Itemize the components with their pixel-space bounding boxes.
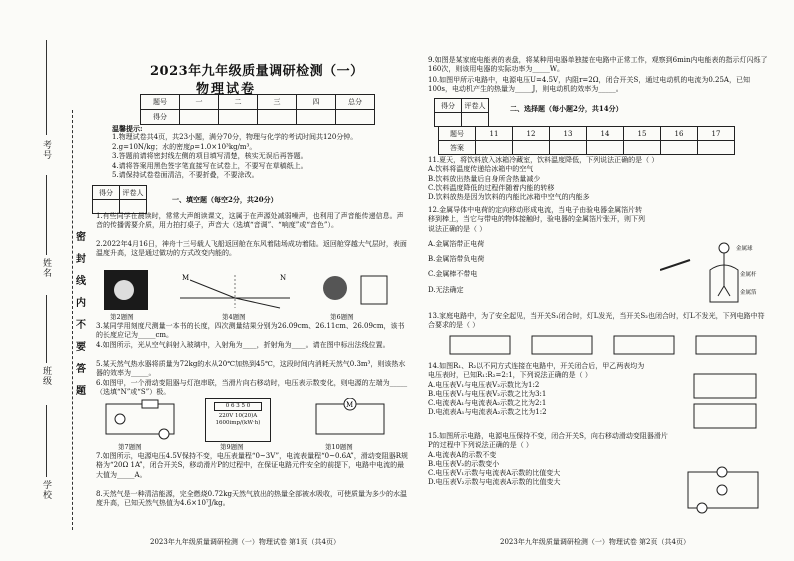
- class-line: [46, 295, 47, 363]
- grader-label: 得分: [435, 99, 462, 113]
- question-9: 9.如图是某家庭电能表的表盘，将某种用电器单独接在电路中正常工作，观察到6min内电能表的指示灯闪烁了160次，则该用电器的实际功率为_____W。: [428, 56, 768, 74]
- school-line: [46, 405, 47, 477]
- figure-2: [104, 270, 148, 310]
- seal-word: 答: [76, 364, 86, 375]
- answer-cell[interactable]: [550, 141, 587, 155]
- score-header-cell: 一: [180, 95, 219, 110]
- score-header-cell: 三: [258, 95, 297, 110]
- label-metal-rod: 金属杆: [740, 272, 757, 278]
- exam-no-line: [46, 40, 47, 135]
- figure-9-meter: [205, 398, 271, 442]
- question-14-stem: 14.如图R₁、R₂以不同方式连接在电路中，开关闭合后，甲乙两表均为电压表时，已知R₁:R₂=2:1，下列说法正确的是（ ）: [428, 362, 645, 380]
- answer-header-cell: 15: [624, 127, 661, 141]
- seal-line: [72, 110, 73, 530]
- score-header-cell: 二: [219, 95, 258, 110]
- answer-header-cell: 12: [513, 127, 550, 141]
- option: C.饮料温度降低的过程伴随着内能的转移: [428, 183, 555, 192]
- figure-6: [315, 270, 395, 310]
- figure-4-caption: 第4题图: [222, 313, 246, 321]
- score-header-cell: 题号: [141, 95, 180, 110]
- seal-word: 内: [76, 298, 86, 309]
- figure-13-circuits: [440, 332, 760, 358]
- option: D.无法确定: [428, 285, 464, 294]
- notes-heading: 温馨提示:: [112, 124, 143, 133]
- option: A.电流表A的示数不变: [428, 450, 497, 459]
- svg-text:M: M: [346, 401, 354, 409]
- seal-word: 要: [76, 342, 86, 353]
- notes-item: 2.g=10N/kg；水的密度ρ=1.0×10³kg/m³。: [112, 142, 257, 151]
- question-2: 2.2022年4月16日，神舟十三号载人飞船返回舱在东风着陆场成功着陆。返回舱穿越大气层时，表面温度升高，这是通过做功的方式改变内能的。: [96, 240, 407, 258]
- question-5: 5.某天然气热水器将质量为72kg的水从20℃加热到45℃，这段时间内消耗天然气0.3m³，则该热水器的效率为_____。: [96, 360, 406, 378]
- binding-strip: [0, 0, 92, 561]
- option: C.电流表A₁与电流表A₂示数之比为2:1: [428, 399, 547, 408]
- figure-10-caption: 第10题图: [325, 443, 353, 451]
- question-4: 4.如图所示，光从空气斜射入玻璃中，入射角为____，折射角为____。请在图中标出法线位置。: [96, 341, 390, 349]
- question-13: 13.家庭电路中，为了安全起见，当开关S₁闭合时，灯L发光，当开关S₂也闭合时，灯L不发光，下列电路中符合要求的是（ ）: [428, 312, 765, 330]
- option: A.饮料将温度传递给冰箱中的空气: [428, 165, 534, 174]
- figure-7: [100, 398, 180, 440]
- grader-label: 评卷人: [462, 99, 489, 113]
- grader-label: 评卷人: [120, 186, 147, 200]
- option: A.电压表V₁与电压表V₂示数比为1:2: [428, 380, 540, 389]
- score-cell[interactable]: [219, 110, 258, 125]
- exam-no-label: 考号: [41, 140, 51, 160]
- seal-word: 线: [76, 276, 86, 287]
- figure-9-caption: 第9题图: [220, 443, 244, 451]
- question-7: 7.如图所示，电源电压4.5V保持不变，电压表量程“0~3V”，电流表量程“0~0.6A”，滑动变阻器R规格为“20Ω 1A”，闭合开关S，移动滑片P的过程中，在保证电路元件安全的前提下，电路中电流的最大值为_____A。: [96, 452, 409, 479]
- seal-word: 不: [76, 320, 86, 331]
- seal-word: 封: [76, 254, 86, 265]
- figure-12-electroscope: [660, 240, 760, 306]
- question-15-stem: 15.如图所示电路，电源电压保持不变，闭合开关S，向右移动滑动变阻器滑片P的过程中下列说法正确的是（ ）: [428, 432, 668, 450]
- figure-15-circuit: [682, 462, 766, 518]
- footer-page-2: 2023年九年级质量调研检测（一）物理试卷 第2页（共4页）: [500, 538, 690, 546]
- option: D.电流表A₁与电流表A₂示数之比为1:2: [428, 408, 547, 417]
- answer-header-cell: 题号: [439, 127, 476, 141]
- answer-cell[interactable]: [698, 141, 735, 155]
- svg-text:M: M: [182, 274, 190, 282]
- notes-item: 5.请保持试卷卷面清洁，不要折叠，不要涂改。: [112, 171, 259, 180]
- answer-header-cell: 11: [476, 127, 513, 141]
- exam-title: 2023年九年级质量调研检测（一）: [150, 64, 364, 79]
- name-line: [46, 175, 47, 255]
- label-metal-foil: 金属箔: [740, 290, 757, 296]
- answer-header-cell: 17: [698, 127, 735, 141]
- school-label: 学校: [41, 480, 51, 500]
- name-label: 姓名: [41, 258, 51, 278]
- footer-page-1: 2023年九年级质量调研检测（一）物理试卷 第1页（共4页）: [150, 538, 340, 546]
- grader-cell[interactable]: [462, 113, 489, 127]
- question-3: 3.某同学用刻度尺测量一本书的长度，四次测量结果分别为26.09cm、26.11cm、26.09cm，该书的长度应记为_____cm。: [96, 322, 405, 340]
- grader-cell[interactable]: [435, 113, 462, 127]
- option: B.饮料放出热量后自身所含热量减少: [428, 174, 541, 183]
- answer-cell[interactable]: [624, 141, 661, 155]
- answer-cell[interactable]: [476, 141, 513, 155]
- option: A.金属箔带正电荷: [428, 239, 485, 248]
- answer-table: [438, 126, 735, 155]
- answer-cell[interactable]: [661, 141, 698, 155]
- figure-4: [180, 270, 290, 310]
- score-header-cell: 总分: [336, 95, 375, 110]
- question-12: [428, 206, 648, 295]
- figure-7-caption: 第7题图: [118, 443, 142, 451]
- question-14: [428, 362, 648, 418]
- option: D.饮料放热是因为饮料的内能比冰箱中空气的内能多: [428, 193, 590, 202]
- section-2-heading: 二、选择题（每小题2分，共14分）: [510, 104, 623, 113]
- figure-14-circuits: [690, 370, 764, 432]
- notes-item: 3.答题前请将密封线左侧的项目填写清楚，核实无误后再答题。: [112, 152, 308, 161]
- question-1: 1.有些同学在晨读时，常常大声朗读课文，这属于在声源处减弱噪声，也利用了声音能传递信息。声音的传播需要介质，用力拍打桌子，声音大（选填“音调”、“响度”或“音色”）。: [96, 212, 404, 230]
- grader-box-1: [92, 185, 147, 214]
- label-metal-ball: 金属球: [736, 246, 753, 252]
- notes-item: 1.物理试卷共4页，共23小题，满分70分，物理与化学的考试时间共120分钟。: [112, 133, 358, 142]
- score-cell[interactable]: [258, 110, 297, 125]
- answer-row-label: 答案: [439, 141, 476, 155]
- question-6: 6.如图甲，一个滑动变阻器与灯泡串联，当滑片向右移动时，电压表示数变化，则电源的左端为_____（选填“N”或“S”）极。: [96, 379, 408, 397]
- answer-header-cell: 13: [550, 127, 587, 141]
- option: C.金属棒不带电: [428, 270, 478, 279]
- answer-header-cell: 16: [661, 127, 698, 141]
- score-header-cell: 四: [297, 95, 336, 110]
- option: B.电压表V₁与电压表V₂示数之比为3:1: [428, 389, 547, 398]
- score-cell[interactable]: [336, 110, 375, 125]
- section-1-heading: 一、填空题（每空2分，共20分）: [172, 195, 278, 204]
- grader-box-2: [434, 98, 489, 127]
- question-11-stem: 11.夏天，将饮料放入冰箱冷藏室，饮料温度降低，下列说法正确的是（ ）: [428, 156, 659, 164]
- answer-cell[interactable]: [587, 141, 624, 155]
- grader-label: 得分: [93, 186, 120, 200]
- option: B.金属箔带负电荷: [428, 255, 485, 264]
- score-cell[interactable]: [297, 110, 336, 125]
- question-10: 10.如图甲所示电路中，电源电压U=4.5V，内阻r=2Ω，闭合开关S，通过电动机的电流为0.25A，已知100s，电动机产生的热量为_____J，则电动机的效率为_____。: [428, 76, 750, 94]
- question-8: 8.天然气是一种清洁能源，完全燃烧0.72kg天然气放出的热量全部被水吸收，可使质量为多少的水温度升高，已知天然气热值为4.6×10⁷J/kg。: [96, 490, 407, 508]
- question-11: [428, 156, 768, 202]
- seal-word: 密: [76, 232, 86, 243]
- exam-notes: [112, 124, 412, 180]
- option: B.电压表V₂的示数变小: [428, 459, 500, 468]
- figure-2-caption: 第2题图: [110, 313, 134, 321]
- class-label: 班级: [41, 366, 51, 386]
- score-cell[interactable]: [180, 110, 219, 125]
- meter-reading: 0 6 3 5 0: [214, 402, 262, 411]
- answer-cell[interactable]: [513, 141, 550, 155]
- figure-6-caption: 第6题图: [330, 313, 354, 321]
- notes-item: 4.请将答案用黑色签字笔直接写在试卷上，不要写在草稿纸上。: [112, 161, 308, 170]
- score-row-label: 得分: [141, 110, 180, 125]
- seal-word: 题: [76, 386, 86, 397]
- question-15: [428, 432, 668, 488]
- exam-subtitle: 物理试卷: [196, 82, 257, 97]
- score-table: [140, 94, 375, 125]
- figure-10: [310, 398, 390, 440]
- option: D.电压表V₂示数与电流表A示数的比值变大: [428, 478, 561, 487]
- option: C.电压表V₁示数与电流表A示数的比值变大: [428, 469, 561, 478]
- meter-constant: 1600imp/(kW·h): [215, 420, 261, 426]
- answer-header-cell: 14: [587, 127, 624, 141]
- question-12-stem: 12.金属导体中电荷的定向移动形成电流，当电子由验电器金属箔片转移到棒上，当它与带电的物体接触时，验电器的金属箔片张开，则下列说法正确的是（ ）: [428, 206, 645, 233]
- meter-rating: 220V 10(20)A: [218, 413, 258, 419]
- svg-text:N: N: [280, 274, 287, 282]
